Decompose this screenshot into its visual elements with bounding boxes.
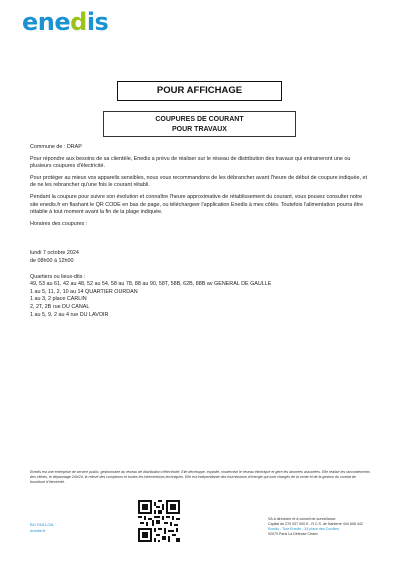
- coupures-title-line1: COUPURES DE COURANT: [155, 116, 244, 123]
- enedis-logo: enedis: [22, 8, 109, 36]
- coupures-title-line2: POUR TRAVAUX: [172, 125, 227, 133]
- footer-company-info: [268, 517, 388, 537]
- horaires-label: Horaires des coupures :: [30, 220, 88, 227]
- address-line: 1 au 5, 11, 2, 10 au 14 QUARTIER OURDAN: [30, 288, 138, 295]
- coupure-date: lundi 7 octobre 2024: [30, 250, 79, 257]
- footer-right-line1: SA à directoire et à conseil de surveillance: [268, 517, 336, 521]
- address-line: 1 au 3, 2 place CARLIN: [30, 296, 87, 303]
- footer-left-line1: BO FAILLON: [30, 522, 54, 527]
- quartiers-label: Quartiers ou lieux-dits :: [30, 273, 86, 280]
- address-line: 2, 2T, 2B rue DU CANAL: [30, 303, 90, 310]
- footer-right-line3: Enedis - Tour Enedis - 34 place des Corolles: [268, 527, 339, 531]
- paragraph-1: Pour répondre aux besoins de sa clientèle, Enedis a prévu de réaliser sur le réseau de distribution des travaux qui entraineront une ou plusieurs coupures d'électricité.: [30, 155, 351, 170]
- paragraph-2: Pour protéger au mieux vos appareils sensibles, nous vous recommandons de les débrancher avant l'heure de début de coupure indiquée, et de ne les rebrancher qu'une fois le courant rétabli.: [30, 174, 367, 189]
- coupure-time: de 08h00 à 12h00: [30, 257, 74, 264]
- commune-line: Commune de : DRAP: [30, 144, 82, 150]
- pour-affichage-box: POUR AFFICHAGE: [117, 81, 282, 101]
- qr-code-icon[interactable]: [138, 500, 180, 542]
- footer-right-line4: 92079 Paris La Défense Cedex: [268, 532, 318, 536]
- legal-notice: Enedis est une entreprise de service public, gestionnaire du réseau de distribution d'électricité. Elle développe, exploite, modernise le réseau électrique et gère les données associées. Elle réalise les raccordements des clients, le dépannage 24h/24, le relevé des compteurs et toutes les interventions techniques. Elle est indépendante des fournisseurs d'énergie qui sont chargés de la vente et de la gestion du contrat de fourniture d'électricité.: [30, 470, 370, 484]
- footer-right-line2: Capital de 270 037 000 € - R.C.S. de Nanterre 444 608 442: [268, 522, 363, 526]
- paragraph-3: Pendant la coupure pour suivre son évolution et connaître l'heure approximative de rétablissement du courant, vous pouvez consulter notre site enedis.fr en flashant le QR CODE en bas de page, ou téléchargeer l'application Enedis à mes côtés. Toutefois l'alimentation pourra être rétablie à tout moment avant la fin de la plage indiquée.: [30, 193, 364, 216]
- notice-body: [30, 144, 372, 319]
- coupures-title-box: [103, 111, 296, 137]
- address-line: 1 au 5, 9, 2 au 4 rue DU LAVOIR: [30, 311, 109, 318]
- footer-website-link[interactable]: enedis.fr: [30, 528, 46, 533]
- footer-left-block: [30, 522, 53, 534]
- address-line: 49, 53 au 61, 42 au 48, 52 au 54, 58 au 78, 88 au 90, 58T, 58B, 62B, 88B av GENERAL DE GAULLE: [30, 281, 272, 288]
